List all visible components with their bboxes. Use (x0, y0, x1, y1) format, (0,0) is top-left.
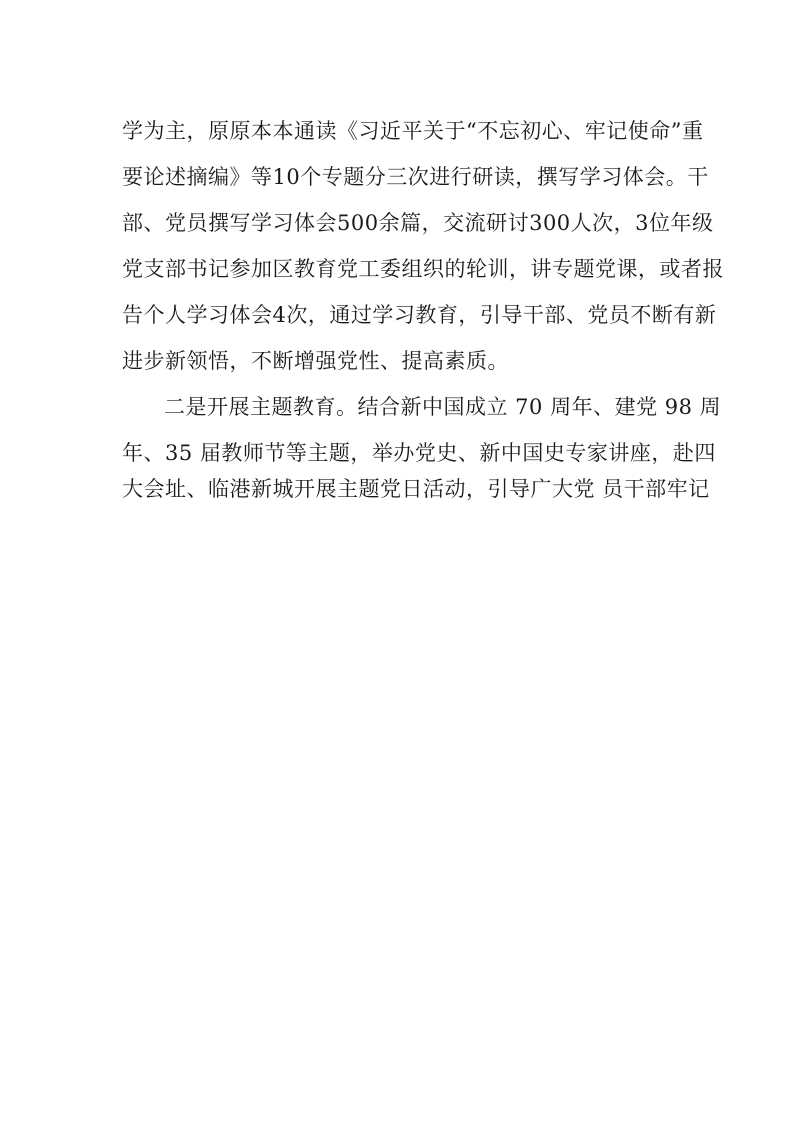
p2-line-2: 年、35 届教师节等主题，举办党史、新中国史专家讲座，赴四 (122, 441, 716, 465)
p1-line-6: 进步新领悟，不断增强党性、提高素质。 (122, 349, 509, 373)
p1-line-5: 告个人学习体会4次，通过学习教育，引导干部、党员不断有新 (122, 303, 717, 327)
p2-line-1: 二是开展主题教育。结合新中国成立 70 周年、建党 98 周 (164, 395, 722, 419)
p2-line-3: 大会址、临港新城开展主题党日活动，引导广大党 员干部牢记 (122, 477, 710, 501)
p1-line-4: 党支部书记参加区教育党工委组织的轮训，讲专题党课，或者报 (122, 257, 724, 281)
p1-line-2: 要论述摘编》等10个专题分三次进行研读，撰写学习体会。干 (122, 165, 709, 189)
p1-line-3: 部、党员撰写学习体会500余篇，交流研讨300人次，3位年级 (122, 211, 714, 235)
p1-line-1: 学为主，原原本本通读《习近平关于“不忘初心、牢记使命”重 (122, 119, 704, 143)
